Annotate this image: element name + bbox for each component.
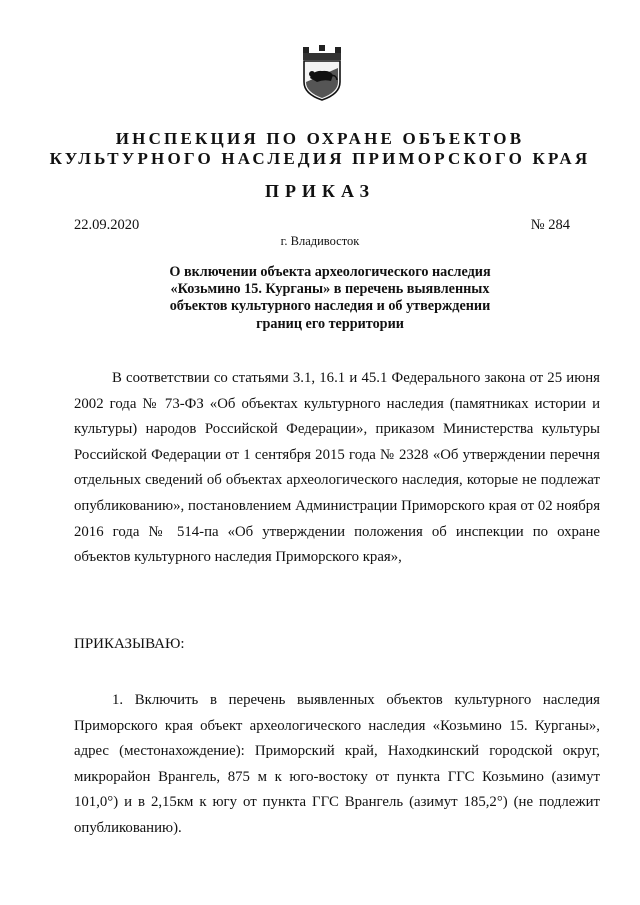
document-city: г. Владивосток bbox=[280, 234, 360, 248]
document-type-heading: ПРИКАЗ bbox=[264, 181, 376, 201]
preamble-paragraph: В соответствии со статьями 3.1, 16.1 и 45.1 Федерального закона от 25 июня 2002 года № 73-ФЗ «Об объектах культурного наследия (памятниках истории и культуры) народов Российской Федерации», приказом Министерства культуры Российской Федерации от 1 сентября 2015 года № 2328 «Об утверждении перечня отдельных сведений об объектах археологического наследия, которые не подлежат опубликованию», постановлением Администрации Приморского края от 02 ноября 2016 года № 514-па «Об утверждении положения об инспекции по охране объектов культурного наследия Приморского края», bbox=[74, 370, 600, 566]
coat-of-arms-emblem bbox=[300, 44, 344, 102]
agency-name-line2: КУЛЬТУРНОГО НАСЛЕДИЯ ПРИМОРСКОГО КРАЯ bbox=[49, 149, 591, 168]
document-number: № 284 bbox=[530, 217, 570, 233]
agency-name-line1: ИНСПЕКЦИЯ ПО ОХРАНЕ ОБЪЕКТОВ bbox=[115, 129, 525, 148]
order-word: ПРИКАЗЫВАЮ: bbox=[74, 636, 185, 652]
document-title: О включении объекта археологического наследия «Козьмино 15. Курганы» в перечень выявленных объектов культурного наследия и об утверждении границ его территории bbox=[169, 264, 491, 332]
order-item-1: 1. Включить в перечень выявленных объектов культурного наследия Приморского края объект археологического наследия «Козьмино 15. Курганы», адрес (местонахождение): Приморский край, Находкинский городской округ, микрорайон Врангель, 875 м к юго-востоку от пункта ГГС Козьмино (азимут 101,0°) и в 2,15км к югу от пункта ГГС Врангель (азимут 185,2°) (не подлежит опубликованию). bbox=[74, 692, 600, 836]
document-date: 22.09.2020 bbox=[74, 217, 140, 233]
